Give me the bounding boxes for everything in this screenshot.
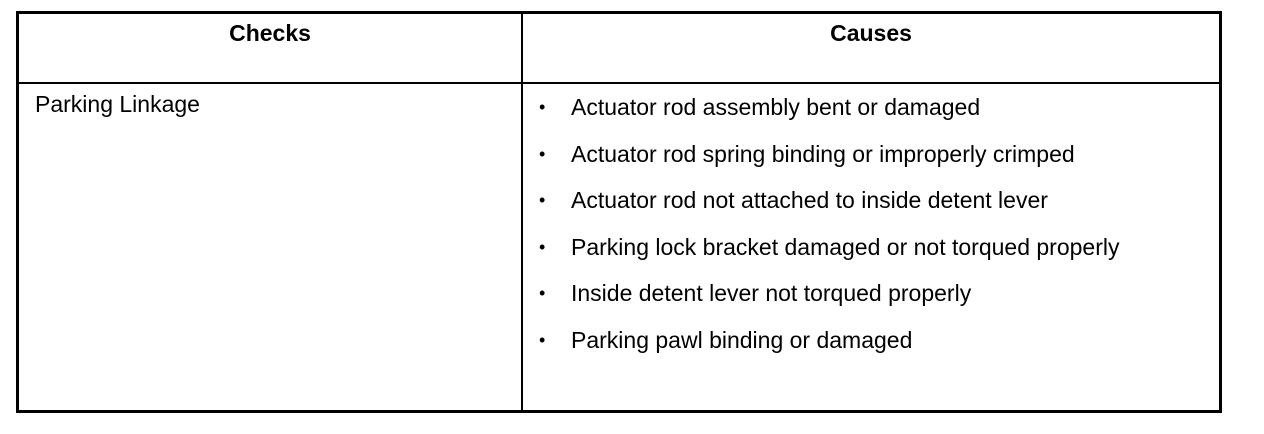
checks-column-header: Checks bbox=[229, 20, 311, 46]
bullet-dot-icon: • bbox=[539, 143, 546, 164]
cause-text: Actuator rod spring binding or improperly crimped bbox=[571, 140, 1075, 167]
cause-text: Actuator rod assembly bent or damaged bbox=[571, 94, 981, 120]
causes-list bbox=[535, 92, 1205, 371]
header-divider bbox=[19, 82, 1219, 84]
cause-text: Inside detent lever not torqued properly bbox=[571, 280, 972, 306]
bullet-dot-icon: • bbox=[539, 97, 546, 117]
bullet-dot-icon: • bbox=[539, 190, 546, 210]
bullet-dot-icon: • bbox=[539, 283, 546, 303]
cause-text: Actuator rod not attached to inside detent lever bbox=[571, 187, 1048, 213]
cause-list-item bbox=[535, 232, 1205, 262]
cause-list-item bbox=[535, 92, 1205, 122]
bullet-dot-icon: • bbox=[539, 329, 546, 350]
causes-column-header: Causes bbox=[830, 20, 912, 46]
bullet-dot-icon: • bbox=[539, 236, 546, 257]
cause-list-item bbox=[535, 278, 1205, 308]
diagnosis-table bbox=[16, 11, 1222, 413]
column-divider bbox=[521, 14, 523, 410]
cause-list-item bbox=[535, 139, 1205, 169]
cause-list-item bbox=[535, 325, 1205, 355]
cause-list-item bbox=[535, 185, 1205, 215]
cause-text: Parking lock bracket damaged or not torqued properly bbox=[571, 233, 1120, 260]
cause-text: Parking pawl binding or damaged bbox=[571, 326, 913, 353]
check-cell-parking-linkage: Parking Linkage bbox=[35, 91, 200, 117]
